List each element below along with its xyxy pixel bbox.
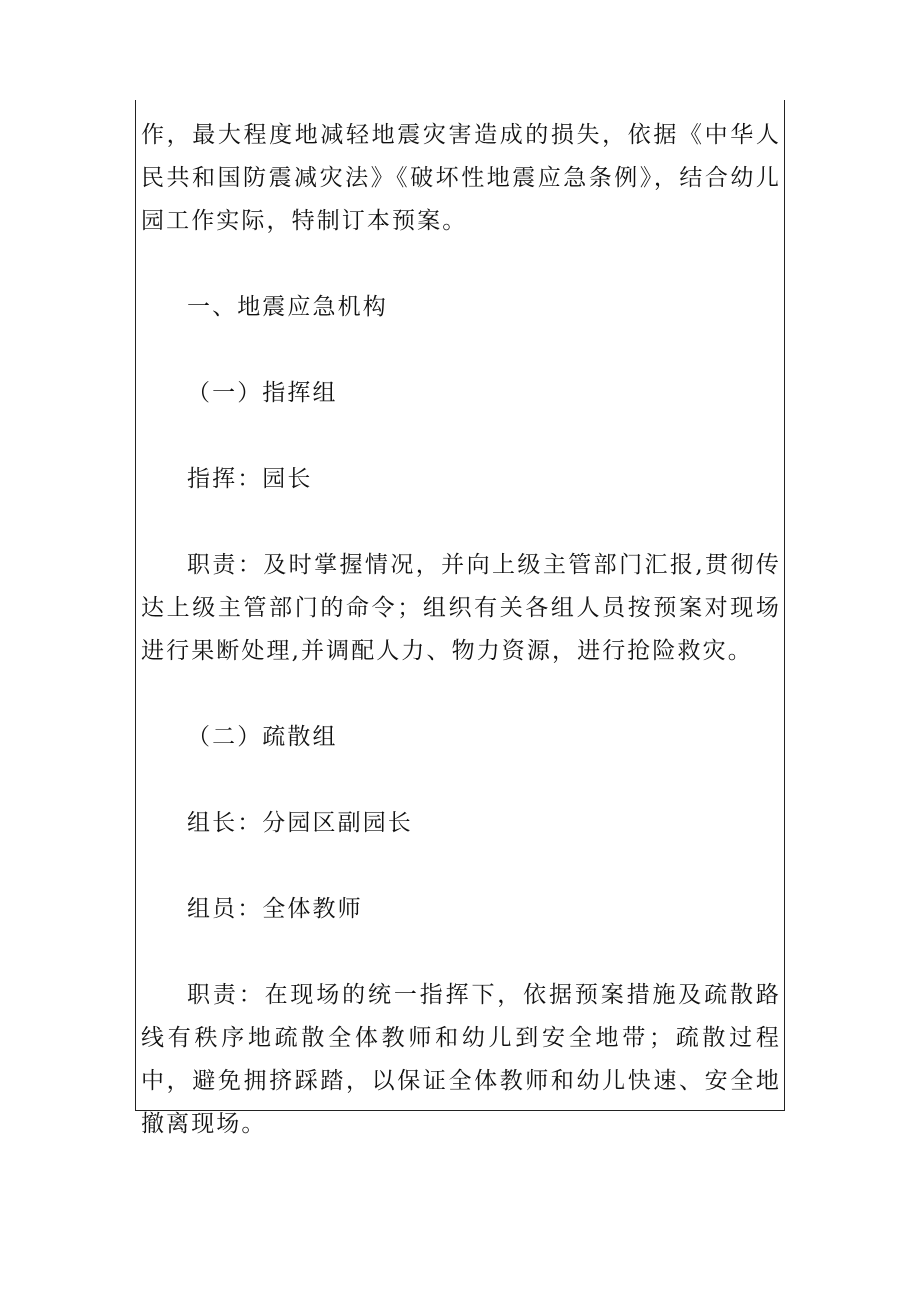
subsection-heading-evacuation-group: （二）疏散组: [187, 724, 338, 750]
paragraph-intro: 作，最大程度地减轻地震灾害造成的损失，依据《中华人民共和国防震减灾法》《破坏性地震应急条例》，结合幼儿园工作实际，特制订本预案。: [141, 122, 781, 234]
paragraph-evacuation-duties: 职责：在现场的统一指挥下，依据预案措施及疏散路线有秩序地疏散全体教师和幼儿到安全地带；疏散过程中，避免拥挤踩踏，以保证全体教师和幼儿快速、安全地撤离现场。: [141, 982, 781, 1137]
paragraph-commander: 指挥：园长: [187, 466, 313, 492]
paragraph-gap: [141, 243, 781, 286]
paragraph-gap: [141, 673, 781, 716]
paragraph-gap: [141, 759, 781, 802]
paragraph-group-members: 组员：全体教师: [187, 896, 363, 922]
section-heading-earthquake-agency: 一、地震应急机构: [187, 294, 388, 320]
paragraph-command-duties: 职责：及时掌握情况，并向上级主管部门汇报,贯彻传达上级主管部门的命令；组织有关各组人员按预案对现场进行果断处理,并调配人力、物力资源，进行抢险救灾。: [141, 552, 781, 664]
paragraph-gap: [141, 415, 781, 458]
paragraph-gap: [141, 845, 781, 888]
document-body: [141, 114, 781, 1146]
paragraph-gap: [141, 501, 781, 544]
paragraph-gap: [141, 329, 781, 372]
paragraph-gap: [141, 931, 781, 974]
paragraph-group-leader: 组长：分园区副园长: [187, 810, 413, 836]
subsection-heading-command-group: （一）指挥组: [187, 380, 338, 406]
